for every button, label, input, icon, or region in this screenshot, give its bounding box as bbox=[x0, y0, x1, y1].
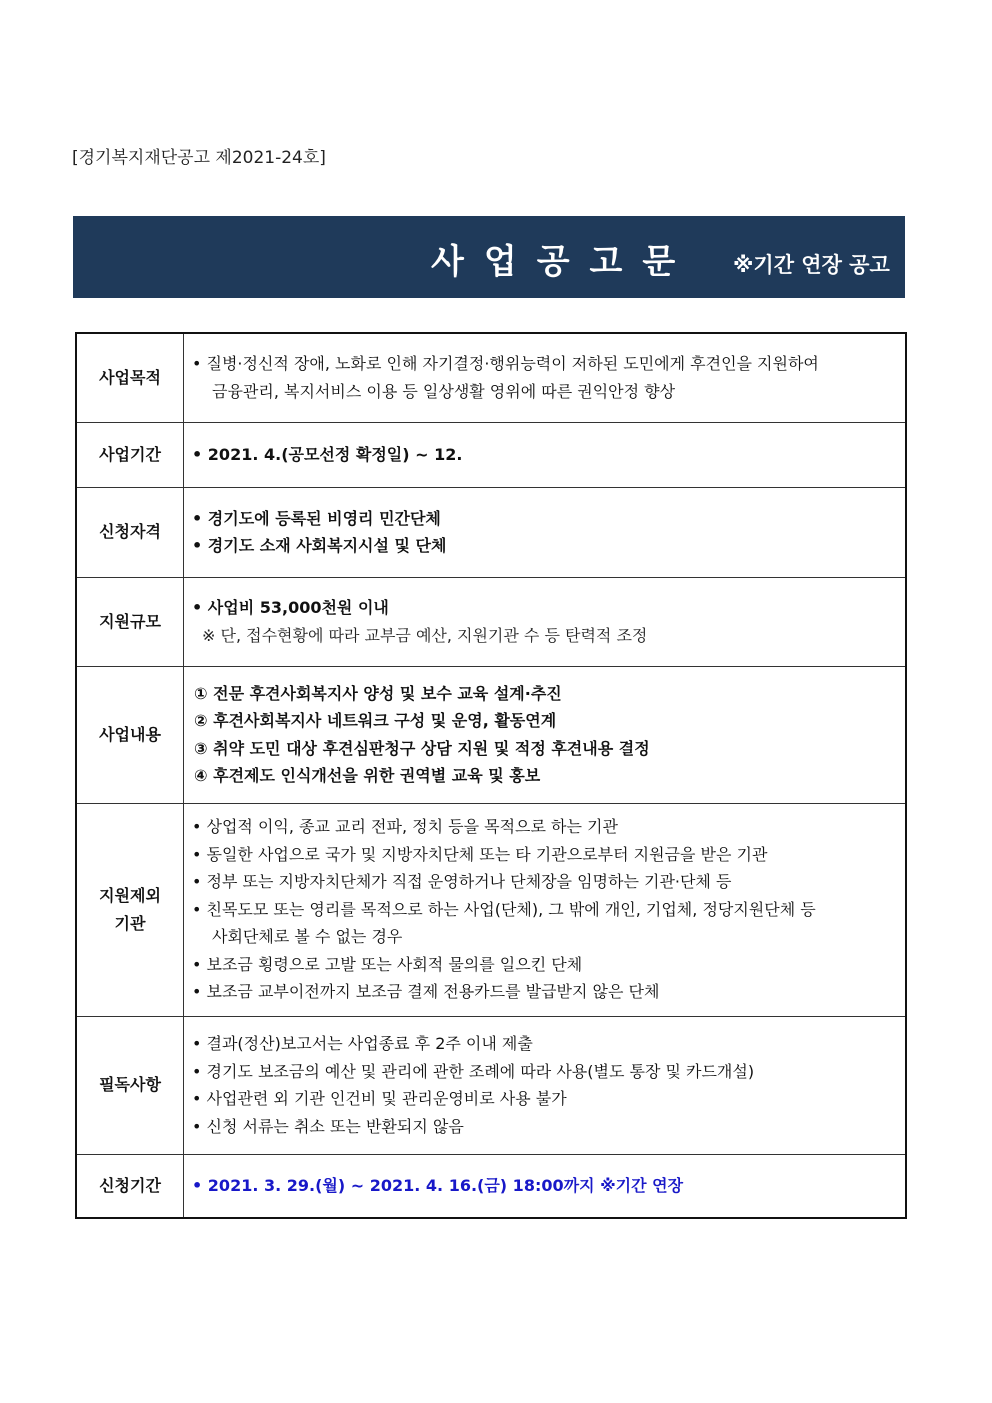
content-line-4: ④ 후견제도 인식개선을 위한 권역별 교육 및 홍보 bbox=[194, 766, 541, 785]
content-notes bbox=[184, 1016, 907, 1154]
excluded-line-4: • 친목도모 또는 영리를 목적으로 하는 사업(단체), 그 밖에 개인, 기업체, 정당지원단체 등 bbox=[192, 899, 816, 919]
excluded-line-5: 사회단체로 볼 수 없는 경우 bbox=[212, 927, 403, 947]
application-period: • 2021. 3. 29.(월) ~ 2021. 4. 16.(금) 18:00까지 ※기간 연장 bbox=[192, 1176, 684, 1195]
eligibility-line-1: • 경기도에 등록된 비영리 민간단체 bbox=[192, 508, 441, 528]
notes-line-1: • 결과(정산)보고서는 사업종료 후 2주 이내 제출 bbox=[192, 1034, 533, 1053]
label-notes: 필독사항 bbox=[76, 1016, 184, 1154]
content-excluded bbox=[184, 803, 907, 1016]
label-excluded-line-2: 기관 bbox=[114, 913, 146, 933]
row-application bbox=[76, 1154, 906, 1218]
row-content bbox=[76, 666, 906, 803]
scale-line-1: • 사업비 53,000천원 이내 bbox=[192, 598, 389, 617]
row-period bbox=[76, 422, 906, 487]
row-scale bbox=[76, 577, 906, 666]
content-line-3: ③ 취약 도민 대상 후견심판청구 상담 지원 및 적정 후견내용 결정 bbox=[194, 738, 650, 758]
content-scale bbox=[184, 577, 907, 666]
excluded-line-2: • 동일한 사업으로 국가 및 지방자치단체 또는 타 기관으로부터 지원금을 받은 기관 bbox=[192, 844, 768, 864]
extension-notice: ※기간 연장 공고 bbox=[733, 253, 890, 277]
notes-line-3: • 사업관련 외 기관 인건비 및 관리운영비로 사용 불가 bbox=[192, 1089, 567, 1108]
content-period bbox=[184, 422, 907, 487]
label-eligibility: 신청자격 bbox=[76, 487, 184, 577]
label-excluded-line-1: 지원제외 bbox=[99, 885, 161, 905]
content-application bbox=[184, 1154, 907, 1218]
scale-line-2: ※ 단, 접수현황에 따라 교부금 예산, 지원기관 수 등 탄력적 조정 bbox=[202, 625, 648, 645]
label-purpose: 사업목적 bbox=[76, 333, 184, 422]
excluded-line-6: • 보조금 횡령으로 고발 또는 사회적 물의를 일으킨 단체 bbox=[192, 954, 583, 974]
announcement-table bbox=[75, 332, 907, 1219]
excluded-line-1: • 상업적 이익, 종교 교리 전파, 정치 등을 목적으로 하는 기관 bbox=[192, 817, 618, 837]
label-application: 신청기간 bbox=[76, 1154, 184, 1218]
purpose-line-2: 금융관리, 복지서비스 이용 등 일상생활 영위에 따른 권익안정 향상 bbox=[212, 381, 676, 401]
content-line-1: ① 전문 후견사회복지사 양성 및 보수 교육 설계·추진 bbox=[194, 683, 562, 703]
label-period: 사업기간 bbox=[76, 422, 184, 487]
content-content bbox=[184, 666, 907, 803]
row-purpose bbox=[76, 333, 906, 422]
notes-line-4: • 신청 서류는 취소 또는 반환되지 않음 bbox=[192, 1116, 464, 1136]
row-eligibility bbox=[76, 487, 906, 577]
page-title: 사업공고문 bbox=[431, 242, 696, 282]
excluded-line-3: • 정부 또는 지방자치단체가 직접 운영하거나 단체장을 임명하는 기관·단체 등 bbox=[192, 872, 732, 892]
period-line-1: • 2021. 4.(공모선정 확정일) ~ 12. bbox=[192, 444, 463, 464]
eligibility-line-2: • 경기도 소재 사회복지시설 및 단체 bbox=[192, 536, 447, 555]
purpose-line-1: • 질병·정신적 장애, 노화로 인해 자기결정·행위능력이 저하된 도민에게 후견인을 지원하여 bbox=[192, 354, 819, 374]
excluded-line-7: • 보조금 교부이전까지 보조금 결제 전용카드를 발급받지 않은 단체 bbox=[192, 982, 660, 1002]
content-eligibility bbox=[184, 487, 907, 577]
row-excluded bbox=[76, 803, 906, 1016]
content-line-2: ② 후견사회복지사 네트워크 구성 및 운영, 활동연계 bbox=[194, 711, 557, 730]
label-content: 사업내용 bbox=[76, 666, 184, 803]
label-scale: 지원규모 bbox=[76, 577, 184, 666]
label-excluded bbox=[76, 803, 184, 1016]
content-purpose bbox=[184, 333, 907, 422]
notice-number: [경기복지재단공고 제2021-24호] bbox=[72, 148, 326, 168]
title-banner bbox=[73, 216, 905, 298]
row-notes bbox=[76, 1016, 906, 1154]
notes-line-2: • 경기도 보조금의 예산 및 관리에 관한 조례에 따라 사용(별도 통장 및 카드개설) bbox=[192, 1061, 755, 1081]
